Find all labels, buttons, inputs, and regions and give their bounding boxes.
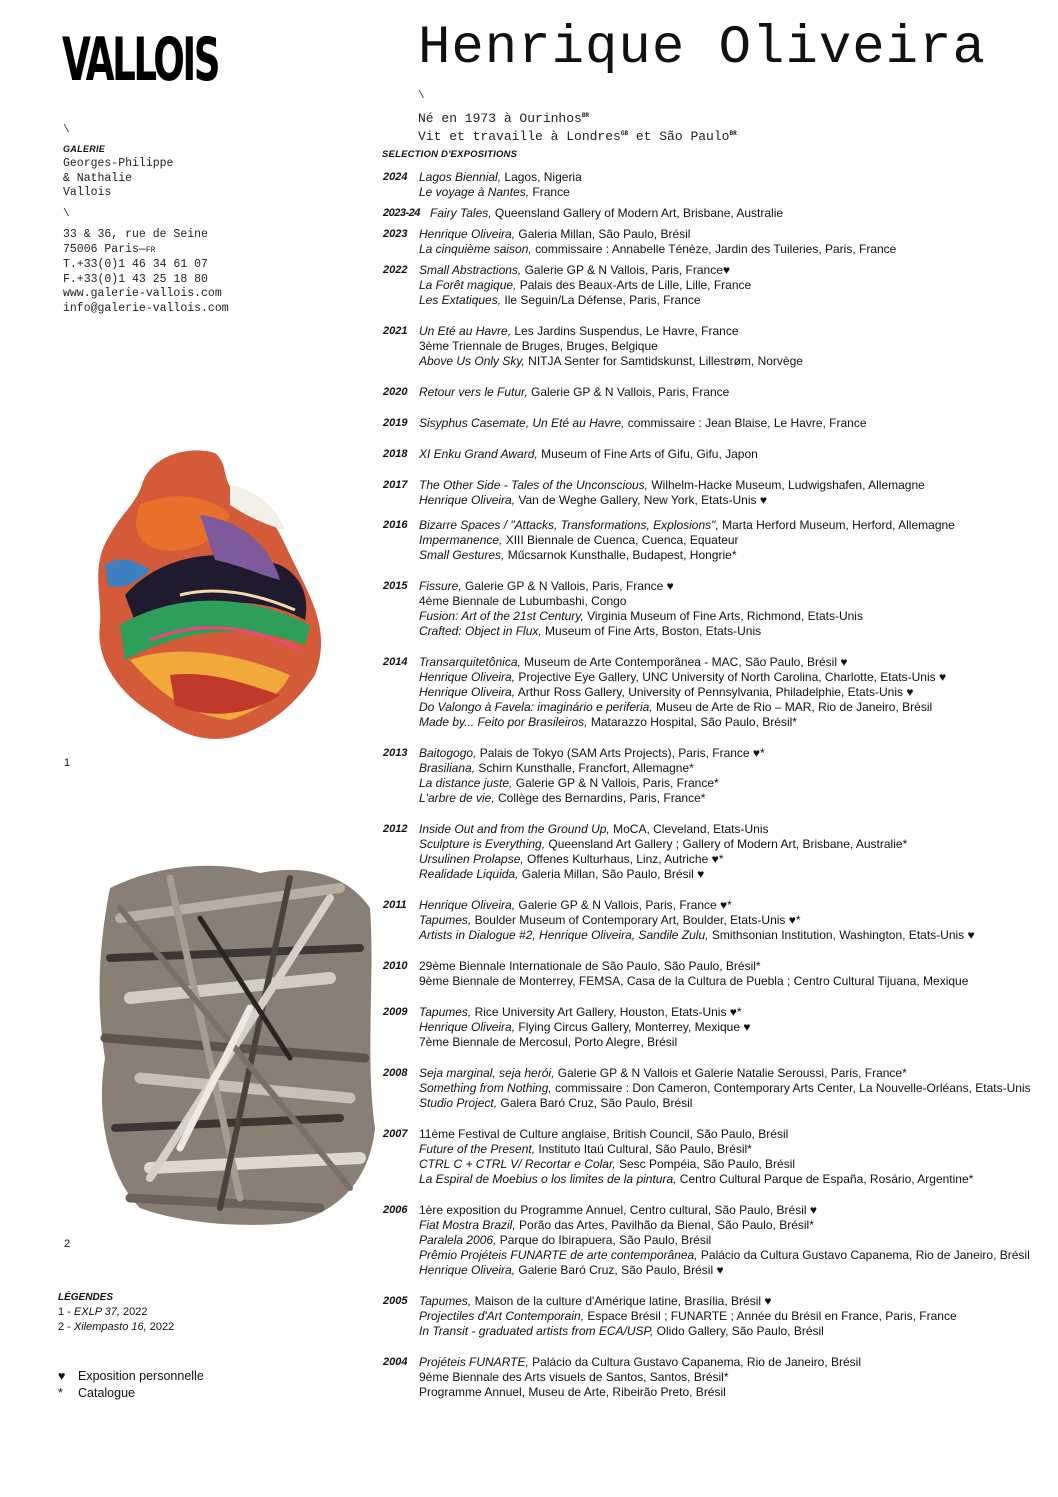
exhibition-entry [419,1035,1043,1050]
exhibition-year-block [383,655,1043,730]
exhibition-title: Future of the Present, [419,1142,536,1156]
exhibition-year: 2014 [383,656,408,668]
artist-bio [418,108,737,144]
exhibition-year-block [383,1294,1043,1339]
key-solo-exhibition: ♥ Exposition personnelle [58,1369,204,1383]
exhibition-entry [419,913,1043,928]
exhibition-venue: Porão das Artes, Pavilhão da Bienal, São Paulo, Brésil* [515,1218,814,1232]
exhibition-venue: Matarazzo Hospital, São Paulo, Brésil* [587,715,797,729]
heart-icon: ♥ [58,1369,66,1383]
exhibition-entry [419,594,1043,609]
exhibition-title: Tapumes, [419,1005,472,1019]
exhibition-year-block [383,416,1043,431]
exhibition-title: Sisyphus Casemate, Un Eté au Havre, [419,416,625,430]
exhibition-title: Ursulinen Prolapse, [419,852,524,866]
exhibition-entry [419,1294,1043,1309]
exhibition-entry [419,493,1043,508]
exhibition-title: Inside Out and from the Ground Up, [419,822,610,836]
exhibition-year: 2012 [383,823,408,835]
exhibition-title: Small Abstractions, [419,263,522,277]
exhibition-title: Transarquitetônica, [419,655,521,669]
exhibition-title: XI Enku Grand Award, [419,447,538,461]
exhibition-year: 2005 [383,1295,408,1307]
exhibition-entry [419,1172,1043,1187]
exhibition-year: 2011 [383,899,407,911]
exhibition-venue: 1ère exposition du Programme Annuel, Centro cultural, São Paulo, Brésil ♥ [419,1203,818,1217]
exhibition-venue: Rice University Art Gallery, Houston, Etats-Unis ♥* [471,1005,742,1019]
exhibition-title: Henrique Oliveira, [419,685,516,699]
exhibition-venue: Wilhelm-Hacke Museum, Ludwigshafen, Allemagne [648,478,925,492]
exhibition-entry [419,293,1043,308]
exhibition-title: In Transit - graduated artists from ECA/USP, [419,1324,654,1338]
exhibition-venue: Queensland Gallery of Modern Art, Brisbane, Australie [491,206,784,220]
exhibition-title: Something from Nothing, [419,1081,552,1095]
exhibition-year-block [383,227,1043,257]
exhibition-entry [419,1020,1043,1035]
exhibition-entry [419,837,1043,852]
exhibition-venue: commissaire : Annabelle Ténèze, Jardin des Tuileries, Paris, France [531,242,897,256]
exhibition-year: 2004 [383,1356,408,1368]
exhibition-venue: MoCA, Cleveland, Etats-Unis [609,822,769,836]
exhibition-year: 2013 [383,747,408,759]
exhibition-year: 2007 [383,1128,408,1140]
exhibition-entry [419,1370,1043,1385]
exhibition-title: Henrique Oliveira, [419,493,516,507]
exhibition-venue: Műcsarnok Kunsthalle, Budapest, Hongrie* [504,548,737,562]
exhibition-entry [419,1263,1043,1278]
exhibition-entry [419,1096,1043,1111]
exhibition-year: 2010 [383,960,408,972]
exhibition-entry [419,1309,1043,1324]
exhibition-year: 2015 [383,580,408,592]
exhibition-venue: 29ème Biennale Internationale de São Paulo, São Paulo, Brésil* [419,959,761,973]
exhibition-entry [419,685,1043,700]
asterisk-icon: * [58,1386,63,1400]
exhibition-entry [419,478,1043,493]
exhibition-title: CTRL C + CTRL V/ Recortar e Colar, [419,1157,616,1171]
exhibition-entry [419,609,1043,624]
exhibition-title: Henrique Oliveira, [419,898,516,912]
exhibition-venue: Galerie Baró Cruz, São Paulo, Brésil ♥ [515,1263,724,1277]
exhibition-entry [419,670,1043,685]
exhibition-venue: Marta Herford Museum, Herford, Allemagne [718,518,955,532]
key-catalogue: * Catalogue [58,1386,135,1400]
exhibition-year-block [383,206,1043,221]
exhibition-title: Fissure, [419,579,462,593]
exhibition-venue: Museum of Fine Arts of Gifu, Gifu, Japon [537,447,758,461]
exhibition-year-block [383,1203,1043,1278]
exhibition-venue: Galeria Millan, São Paulo, Brésil [515,227,691,241]
exhibition-year-block [383,518,1043,563]
exhibition-title: Studio Project, [419,1096,498,1110]
exhibition-title: Un Eté au Havre, [419,324,512,338]
exhibition-entry [419,655,1043,670]
exhibition-title: Paralela 2006, [419,1233,497,1247]
exhibition-entry [419,170,1043,185]
exhibition-title: Henrique Oliveira, [419,670,516,684]
exhibition-venue: Galera Baró Cruz, São Paulo, Brésil [497,1096,693,1110]
legend-item-1: 1 - EXLP 37, 2022 [58,1306,148,1318]
exhibition-venue: Smithsonian Institution, Washington, Etats-Unis ♥ [708,928,975,942]
exhibition-year: 2023 [383,228,408,240]
exhibition-title: Seja marginal, seja herói, [419,1066,555,1080]
exhibition-entry [419,822,1043,837]
exhibition-title: La Forêt magique, [419,278,517,292]
exhibition-title: Retour vers le Futur, [419,385,528,399]
exhibition-title: Tapumes, [419,1294,472,1308]
exhibition-entry [419,385,1043,400]
exhibition-venue: Galerie GP & N Vallois, Paris, France ♥* [515,898,732,912]
exhibition-title: La distance juste, [419,776,513,790]
exhibition-year-block [383,898,1043,943]
exhibition-entry [419,928,1043,943]
exhibition-title: Fairy Tales, [430,206,492,220]
exhibition-year: 2024 [383,171,408,183]
exhibition-year-block [383,478,1043,508]
exhibition-title: Made by... Feito por Brasileiros, [419,715,588,729]
exhibition-title: Henrique Oliveira, [419,1263,516,1277]
legend-item-2: 2 - Xilempasto 16, 2022 [58,1321,175,1333]
exhibition-venue: Galerie GP & N Vallois, Paris, France* [512,776,719,790]
exhibition-venue: 4ème Biennale de Lubumbashi, Congo [419,594,627,608]
exhibition-entry [419,1081,1043,1096]
exhibition-entry [419,1218,1043,1233]
exhibition-title: La cinquième saison, [419,242,532,256]
exhibition-year: 2008 [383,1067,408,1079]
exhibition-year-block [383,959,1043,989]
exhibition-title: Bizarre Spaces / "Attacks, Transformations, Explosions", [419,518,719,532]
gallery-label: GALERIE [63,144,106,154]
exhibition-entry [419,867,1043,882]
exhibition-title: Baitogogo, [419,746,477,760]
legends [58,1290,174,1335]
exhibition-venue: Instituto Itaú Cultural, São Paulo, Brésil* [535,1142,752,1156]
symbol-key [58,1368,204,1402]
exhibition-venue: Les Jardins Suspendus, Le Havre, France [511,324,739,338]
exhibition-year-block [383,385,1043,400]
exhibition-entry [419,518,1043,533]
exhibition-venue: Collège des Bernardins, Paris, France* [494,791,706,805]
exhibition-year: 2023-24 [383,207,420,219]
gallery-phone: T.+33(0)1 46 34 61 07 [63,258,208,271]
exhibition-year-block [383,746,1043,806]
exhibition-year: 2009 [383,1006,408,1018]
exhibition-venue: Offenes Kulturhaus, Linz, Autriche ♥* [523,852,724,866]
exhibition-venue: Museu de Arte de Rio – MAR, Rio de Janeiro, Brésil [652,700,933,714]
exhibition-entry [419,974,1043,989]
birth-line: Né en 1973 à Ourinhos$^{BR}$ [418,111,590,126]
exhibition-entry [419,1157,1043,1172]
exhibition-entry [419,624,1043,639]
exhibition-year-block [383,324,1043,369]
exhibition-title: Realidade Liquida, [419,867,519,881]
gallery-slash-2: \ [63,208,70,220]
exhibition-entry [419,1127,1043,1142]
exhibition-title: La Espiral de Moebius o los limites de la pintura, [419,1172,677,1186]
exhibition-venue: Parque do Ibirapuera, São Paulo, Brésil [496,1233,712,1247]
exhibition-entry [419,761,1043,776]
gallery-website-link[interactable]: www.galerie-vallois.com [63,287,222,300]
exhibition-title: Fusion: Art of the 21st Century, [419,609,584,623]
exhibition-year-block [383,579,1043,639]
exhibition-venue: Programme Annuel, Museu de Arte, Ribeirão Preto, Brésil [419,1385,726,1399]
exhibition-title: The Other Side - Tales of the Unconscious, [419,478,649,492]
exhibition-entry [419,354,1043,369]
artwork-2-number: 2 [64,1238,71,1250]
exhibition-year: 2016 [383,519,408,531]
exhibition-venue: commissaire : Don Cameron, Contemporary Arts Center, La Nouvelle-Orléans, Etats-Unis [551,1081,1031,1095]
gallery-email-link[interactable]: info@galerie-vallois.com [63,301,229,315]
exhibition-title: Projectiles d'Art Contemporain, [419,1309,585,1323]
exhibition-venue: Ile Seguin/La Défense, Paris, France [501,293,701,307]
exhibition-venue: Galeria Millan, São Paulo, Brésil ♥ [518,867,705,881]
exhibition-entry [419,278,1043,293]
exhibition-title: Henrique Oliveira, [419,1020,516,1034]
exhibition-title: Tapumes, [419,913,472,927]
exhibition-venue: NITJA Senter for Samtidskunst, Lillestrøm, Norvège [524,354,803,368]
exhibition-title: Impermanence, [419,533,503,547]
exhibition-venue: Olido Gallery, São Paulo, Brésil [653,1324,824,1338]
exhibition-entry [419,533,1043,548]
exhibition-entry [419,1066,1043,1081]
exhibition-entry [419,185,1043,200]
exhibition-venue: XIII Biennale de Cuenca, Cuenca, Equateur [502,533,739,547]
exhibition-year-block [383,822,1043,882]
exhibition-venue: Palais des Beaux-Arts de Lille, Lille, France [516,278,752,292]
exhibition-venue: Palácio da Cultura Gustavo Capanema, Rio de Janeiro, Brésil [528,1355,861,1369]
exhibition-entry [419,416,1043,431]
exhibition-venue: Galerie GP & N Vallois, Paris, France [527,385,730,399]
exhibition-title: Crafted: Object in Flux, [419,624,542,638]
exhibition-entry [430,206,1043,221]
exhibition-venue: Projective Eye Gallery, UNC University of North Carolina, Charlotte, Etats-Unis ♥ [515,670,947,684]
residence-line: Vit et travaille à Londres$^{GB}$ et São Paulo$^{BR}$ [418,129,737,144]
exhibition-year: 2018 [383,448,408,460]
exhibition-year: 2017 [383,479,408,491]
exhibition-entry [419,852,1043,867]
exhibition-title: Do Valongo à Favela: imaginário e periferia, [419,700,653,714]
exhibition-title: Lagos Biennial, [419,170,502,184]
exhibition-title: Les Extatiques, [419,293,502,307]
exhibition-entry [419,1355,1043,1370]
legends-title: LÉGENDES [58,1292,114,1303]
artwork-2-image [90,858,380,1228]
exhibitions-list [383,170,1043,1400]
exhibition-venue: France [529,185,570,199]
bio-slash: \ [418,90,425,102]
exhibition-venue: Museum de Arte Contemporânea - MAC, São Paulo, Brésil ♥ [520,655,848,669]
exhibition-entry [419,1005,1043,1020]
exhibition-entry [419,324,1043,339]
exhibition-venue: Galerie GP & N Vallois, Paris, France♥ [521,263,731,277]
exhibition-entry [419,1248,1043,1263]
exhibition-venue: 3ème Triennale de Bruges, Bruges, Belgique [419,339,658,353]
exhibition-entry [419,1233,1043,1248]
exhibition-year-block [383,447,1043,462]
exhibition-venue: 9ème Biennale de Monterrey, FEMSA, Casa de la Cultura de Puebla ; Centro Cultural Tijuana, Mexique [419,974,969,988]
exhibition-entry [419,791,1043,806]
artwork-1-image [80,445,330,745]
exhibition-title: Henrique Oliveira, [419,227,516,241]
exhibition-title: Projéteis FUNARTE, [419,1355,529,1369]
exhibition-venue: Museum of Fine Arts, Boston, Etats-Unis [541,624,762,638]
exhibition-year-block [383,1066,1043,1111]
exhibition-entry [419,1324,1043,1339]
exhibition-venue: Galerie GP & N Vallois, Paris, France ♥ [461,579,674,593]
gallery-logo: VALLOIS [62,25,219,95]
exhibition-venue: 7ème Biennale de Mercosul, Porto Alegre, Brésil [419,1035,678,1049]
exhibition-entry [419,447,1043,462]
exhibition-entry [419,242,1043,257]
exhibition-venue: Palais de Tokyo (SAM Arts Projects), Paris, France ♥* [476,746,765,760]
exhibition-venue: 9ème Biennale des Arts visuels de Santos, Santos, Brésil* [419,1370,729,1384]
exhibition-venue: Maison de la culture d'Amérique latine, Brasília, Brésil ♥ [471,1294,772,1308]
artist-name: Henrique Oliveira [418,18,986,79]
exhibition-venue: Boulder Museum of Contemporary Art, Boulder, Etats-Unis ♥* [471,913,801,927]
exhibition-venue: Schirn Kunsthalle, Francfort, Allemagne* [475,761,694,775]
exhibition-entry [419,548,1043,563]
exhibition-entry [419,579,1043,594]
exhibition-venue: Flying Circus Gallery, Monterrey, Mexique ♥ [515,1020,751,1034]
exhibition-venue: Arthur Ross Gallery, University of Pennsylvania, Philadelphie, Etats-Unis ♥ [515,685,914,699]
exhibition-entry [419,1142,1043,1157]
exhibition-year-block [383,170,1043,200]
exhibition-entry [419,263,1043,278]
exhibition-venue: Queensland Art Gallery ; Gallery of Modern Art, Brisbane, Australie* [545,837,908,851]
exhibition-title: Brasiliana, [419,761,476,775]
exhibition-entry [419,898,1043,913]
exhibition-year-block [383,1005,1043,1050]
exhibition-year: 2020 [383,386,408,398]
exhibition-venue: Sesc Pompéia, São Paulo, Brésil [615,1157,796,1171]
exhibition-title: L'arbre de vie, [419,791,495,805]
artwork-1-number: 1 [64,757,71,769]
exhibition-entry [419,1385,1043,1400]
exhibition-venue: 11ème Festival de Culture anglaise, British Council, São Paulo, Brésil [419,1127,789,1141]
exhibition-venue: Galerie GP & N Vallois et Galerie Natalie Seroussi, Paris, France* [554,1066,907,1080]
exhibition-entry [419,700,1043,715]
exhibition-title: Prêmio Projéteis FUNARTE de arte contemporânea, [419,1248,698,1262]
exhibition-title: Artists in Dialogue #2, Henrique Oliveira, Sandile Zulu, [419,928,709,942]
exhibition-year: 2022 [383,264,408,276]
exhibition-entry [419,715,1043,730]
exhibition-venue: commissaire : Jean Blaise, Le Havre, France [624,416,867,430]
exhibition-title: Sculpture is Everything, [419,837,546,851]
exhibition-venue: Virginia Museum of Fine Arts, Richmond, Etats-Unis [583,609,863,623]
exhibition-title: Above Us Only Sky, [419,354,525,368]
exhibition-venue: Lagos, Nigeria [501,170,582,184]
exhibition-entry [419,746,1043,761]
exhibition-year-block [383,1355,1043,1400]
exhibition-entry [419,959,1043,974]
exhibition-year-block [383,263,1043,308]
exhibition-venue: Van de Weghe Gallery, New York, Etats-Unis ♥ [515,493,767,507]
exhibition-entry [419,339,1043,354]
exhibition-title: Small Gestures, [419,548,505,562]
gallery-address: 33 & 36, rue de Seine 75006 Paris—FR T.+33(0)1 46 34 61 07 F.+33(0)1 43 25 18 80 www.galerie-vallois.com info@galerie-vallois.com [63,228,229,315]
exhibition-entry [419,1203,1043,1218]
exhibition-year: 2019 [383,417,408,429]
exhibition-venue: Centro Cultural Parque de España, Rosário, Argentine* [676,1172,974,1186]
section-title: SELECTION D'EXPOSITIONS [382,149,518,160]
exhibition-entry [419,227,1043,242]
exhibition-entry [419,776,1043,791]
gallery-owners: Georges-Philippe & Nathalie Vallois [63,157,174,199]
gallery-fax: F.+33(0)1 43 25 18 80 [63,272,208,286]
exhibition-venue: Palácio da Cultura Gustavo Capanema, Rio de Janeiro, Brésil [697,1248,1030,1262]
exhibition-year-block [383,1127,1043,1187]
exhibition-year: 2021 [383,325,408,337]
exhibition-venue: Espace Brésil ; FUNARTE ; Année du Brésil en France, Paris, France [584,1309,957,1323]
exhibition-year: 2006 [383,1204,408,1216]
exhibition-title: Fiat Mostra Brazil, [419,1218,516,1232]
gallery-slash-1: \ [63,124,70,136]
exhibition-title: Le voyage à Nantes, [419,185,530,199]
